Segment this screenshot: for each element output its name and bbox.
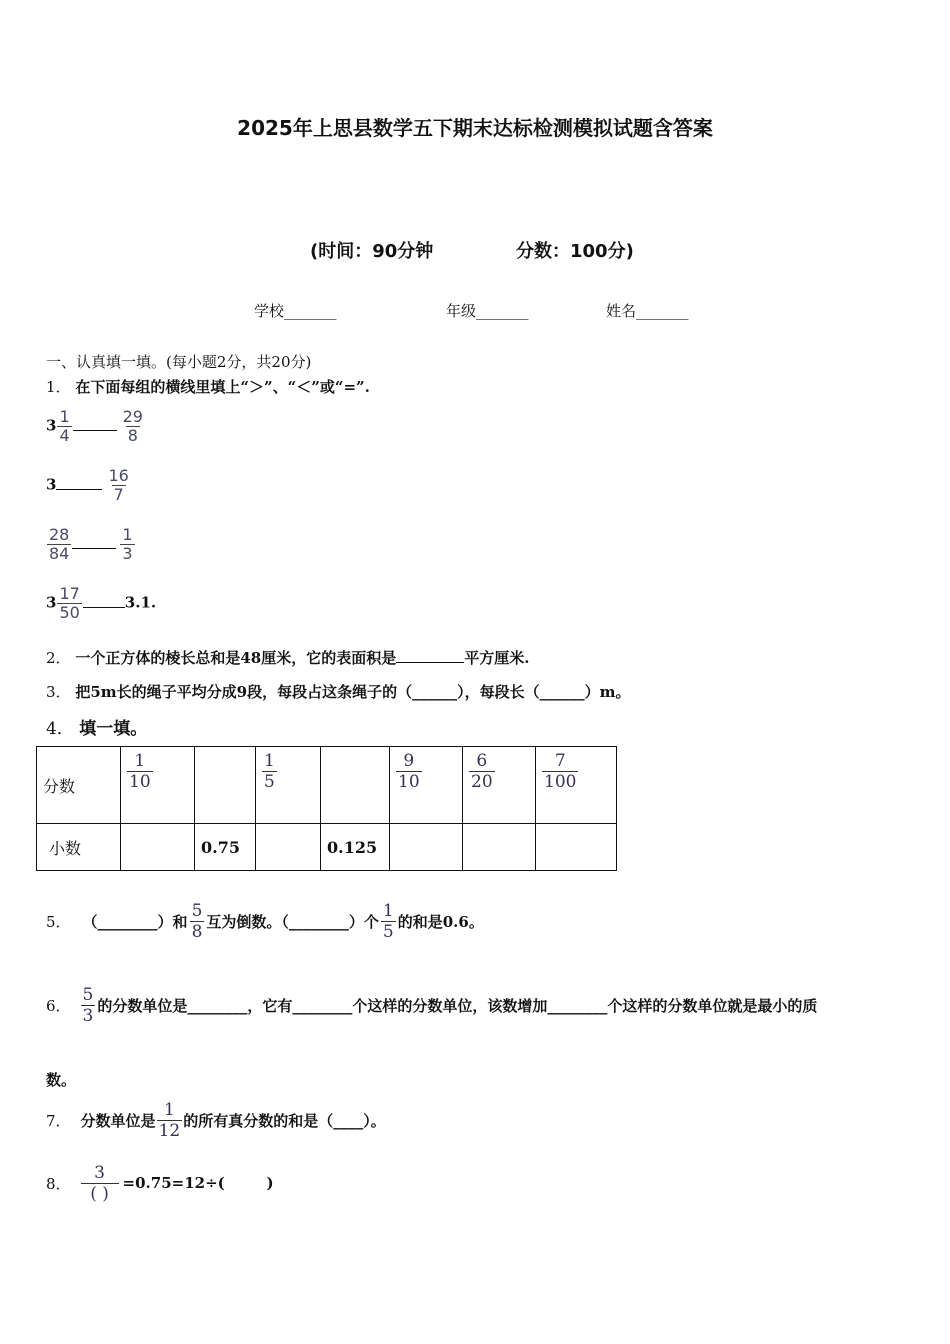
compare-row-3 [46,526,136,563]
grade-field[interactable]: 年级_______ [446,302,529,320]
question-text: 在下面每组的横线里填上“＞”、“＜”或“=”. [75,378,370,396]
table-cell-answer[interactable] [390,824,463,871]
question-text: 分数单位是 [80,1111,156,1130]
fraction: $\frac{1}{4}$ [59,407,70,445]
page-title: 2025年上思县数学五下期末达标检测模拟试题含答案 [237,116,713,140]
question-text: 一个正方体的棱长总和是48厘米，它的表面积是 [75,649,397,667]
fraction: 5 8 [191,900,203,942]
fraction: 3 ( ) [81,1163,119,1204]
fraction: 1 12 [158,1099,181,1141]
fraction: $\frac{17}{50}$ [59,584,80,622]
question-number: 2． [46,649,71,667]
question-7 [46,1098,386,1142]
fraction: 5 3 [82,984,94,1026]
table-cell: $\frac{7}{100}$ [536,747,617,824]
whole-part: 3 [46,593,57,612]
question-number: 7． [46,1111,71,1130]
fraction: $\frac{28}{84}$ [49,525,70,563]
table-cell-answer[interactable] [195,747,256,824]
whole-part: 3 [46,416,57,435]
question-text: 的所有真分数的和是（____）。 [183,1111,386,1130]
question-1 [46,376,370,397]
table-cell-answer[interactable] [121,824,195,871]
question-text: 把5m长的绳子平均分成9段，每段占这条绳子的（______），每段长（______）m。 [75,683,631,701]
compare-row-4 [46,585,156,622]
answer-blank[interactable] [73,418,117,431]
fraction: 1 5 [382,900,394,942]
question-text: 的和是0.6。 [397,912,484,931]
compare-value: 3.1. [124,593,157,612]
table-cell: $\frac{9}{10}$ [390,747,463,824]
question-text: （________）和 [82,912,188,931]
table-cell-answer[interactable] [256,824,321,871]
school-field[interactable]: 学校_______ [254,302,337,320]
question-text: 的分数单位是________，它有________个这样的分数单位，该数增加________个这样的分数单位就是最小的质 [97,996,818,1015]
question-number: 5． [46,912,71,931]
section-heading: 一、认真填一填。(每小题2分，共20分) [46,353,312,371]
exam-score: 分数：100分) [516,241,634,262]
question-number: 6． [46,996,71,1015]
fraction-decimal-table [36,746,617,871]
table-cell-answer[interactable] [536,824,617,871]
question-text-end: 平方厘米. [464,649,530,667]
question-number: 1． [46,378,71,396]
fraction: $\frac{1}{3}$ [122,525,133,563]
compare-row-2 [46,467,132,504]
question-6-continued: 数。 [46,1071,77,1089]
answer-blank[interactable] [56,477,102,490]
answer-blank[interactable] [83,595,125,608]
question-2 [46,647,529,668]
table-cell: 0.75 [195,824,256,871]
question-4 [46,714,147,739]
row-label-fraction: 分数 [37,747,121,824]
compare-row-1 [46,408,146,445]
question-5 [46,896,484,946]
question-text: 互为倒数。（________）个 [206,912,379,931]
name-field[interactable]: 姓名_______ [606,302,689,320]
question-number: 3． [46,683,71,701]
row-label-decimal: 小数 [37,824,121,871]
fraction: $\frac{29}{8}$ [122,407,143,445]
question-text: 填一填。 [79,719,148,739]
whole-part: 3 [46,475,57,494]
answer-blank[interactable] [72,536,116,549]
fraction: $\frac{16}{7}$ [108,466,129,504]
table-cell: $\frac{6}{20}$ [463,747,536,824]
question-8 [46,1158,274,1208]
table-cell-answer[interactable] [463,824,536,871]
table-cell-answer[interactable] [321,747,390,824]
answer-blank[interactable] [396,650,464,663]
table-cell: $\frac{1}{10}$ [121,747,195,824]
exam-time: (时间：90分钟 [310,241,434,262]
table-cell: $\frac{1}{5}$ [256,747,321,824]
question-number: 8． [46,1174,71,1193]
question-6 [46,980,817,1030]
question-3 [46,681,630,702]
question-text: =0.75=12÷( ) [122,1174,274,1192]
table-cell: 0.125 [321,824,390,871]
question-number: 4． [46,719,74,739]
